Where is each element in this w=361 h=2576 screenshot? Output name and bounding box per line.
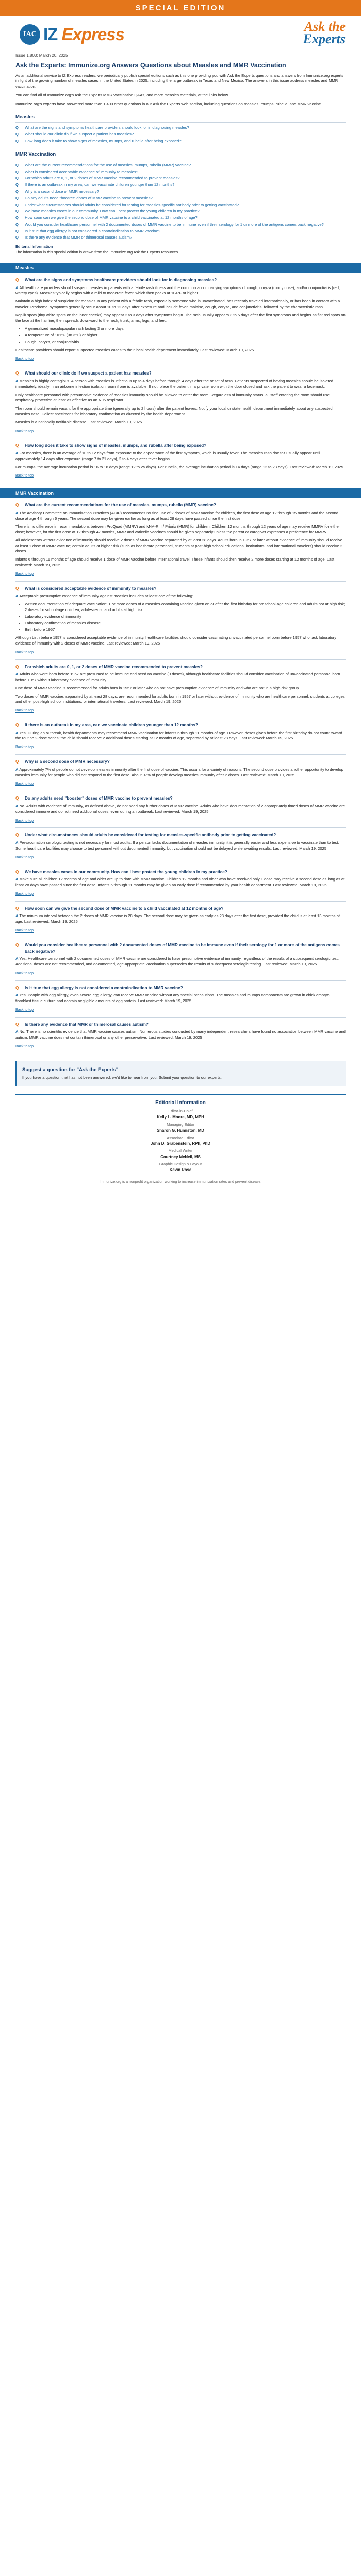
qa-answer	[15, 877, 346, 897]
answer-list-item: • Laboratory evidence of immunity	[25, 614, 346, 620]
editor-name: Sharon G. Humiston, MD	[157, 1128, 204, 1133]
toc-item[interactable]	[15, 182, 346, 189]
q-marker: Q	[15, 443, 19, 448]
qa-question	[15, 795, 346, 802]
answer-list	[25, 602, 346, 633]
answer-text: Approximately 7% of people do not develop measles immunity after the first dose of vaccine. This occurs for a variety of reasons. The second dose provides another opportunity to develop measles immunity for people who did not respond to the first dose. About 97% of people develop measles immunity after 2 doses. Last reviewed: March 19, 2025	[15, 767, 343, 777]
editor-role: Medical Writer	[168, 1148, 193, 1154]
answer-paragraph	[15, 285, 346, 297]
back-to-top-link[interactable]: Back to top	[15, 650, 34, 654]
question-text: Why is a second dose of MMR necessary?	[25, 759, 110, 765]
intro-paragraph: As an additional service to IZ Express readers, we periodically publish special editions such as this one providing you with Ask the Experts questions and answers from Immunize.org experts in light of the growing number of measles cases in the United States in 2025, including the large outbreak in Texas and New Mexico. The answers in this issue address measles and MMR vaccination.	[15, 73, 344, 89]
back-to-top-link[interactable]: Back to top	[15, 819, 34, 823]
toc-q-marker: Q	[15, 215, 19, 221]
qa-question	[15, 1022, 346, 1028]
toc-item-link[interactable]: What are the current recommendations for the use of measles, mumps, rubella (MMR) vaccine?	[25, 162, 191, 167]
footer-bottom-text: Immunize.org is a nonprofit organization working to increase immunization rates and prevent disease.	[99, 1180, 262, 1184]
answer-text: For measles, there is an average of 10 to 12 days from exposure to the appearance of the first symptom, which is usually fever. The measles rash doesn't usually appear until approximately 14 days after exposure (range 7 to 21 days), 2 to 4 days after fever begins.	[15, 451, 320, 461]
toc-item-link[interactable]: Under what circumstances should adults be considered for testing for measles-specific antibody prior to getting vaccinated?	[25, 202, 239, 207]
back-to-top-link[interactable]: Back to top	[15, 855, 34, 859]
a-marker: A	[15, 840, 20, 845]
toc-item[interactable]	[15, 208, 346, 215]
qa-answer	[15, 379, 346, 434]
toc-item-link[interactable]: What should our clinic do if we suspect a patient has measles?	[25, 131, 134, 137]
answer-paragraph	[15, 877, 346, 888]
toc-q-marker: Q	[15, 182, 19, 188]
back-to-top-link[interactable]: Back to top	[15, 572, 34, 576]
qa-question	[15, 443, 346, 449]
toc-q-marker: Q	[15, 125, 19, 130]
answer-list-item: • Birth before 1957	[25, 627, 346, 633]
q-marker: Q	[15, 503, 19, 508]
answer-text: No. There is no scientific evidence that MMR vaccine causes autism. Numerous studies conducted by many independent researchers have found no association between MMR vaccine and autism. MMR vaccine does not contain thimerosal or any other preservative. Last reviewed: March 19, 2025	[15, 1029, 346, 1040]
toc-q-marker: Q	[15, 202, 19, 207]
section-band-measles: Measles	[0, 263, 361, 273]
back-to-top-link[interactable]: Back to top	[15, 971, 34, 975]
question-text: How soon can we give the second dose of MMR vaccine to a child vaccinated at 12 months of age?	[25, 906, 224, 911]
qa-item	[0, 586, 361, 655]
qa-answer	[15, 767, 346, 787]
toc-item[interactable]	[15, 228, 346, 235]
answer-paragraph: Two doses of MMR vaccine, separated by at least 28 days, are recommended for adults born in 1957 or later without evidence of immunity who are healthcare personnel, students at colleges and other post-high school institutions, or international travelers. Last reviewed: March 19, 2025	[15, 693, 345, 704]
toc-q-marker: Q	[15, 195, 19, 200]
suggest-question-text: If you have a question that has not been answered, we'd like to hear from you. Submit your question to our experts.	[22, 1075, 222, 1080]
qa-question	[15, 759, 346, 765]
answer-paragraph: Measles is a nationally notifiable disease. Last reviewed: March 19, 2025	[15, 419, 142, 425]
editor-name: John D. Grabenstein, RPh, PhD	[150, 1141, 211, 1146]
qa-item	[0, 277, 361, 362]
logo-text-express: Express	[61, 25, 124, 44]
toc-item[interactable]	[15, 195, 346, 202]
qa-measles-group	[0, 277, 361, 483]
toc-item-link[interactable]: Is there any evidence that MMR or thimerosal causes autism?	[25, 235, 133, 240]
answer-list	[25, 326, 346, 345]
answer-text: Yes. People with egg allergy, even severe egg allergy, can receive MMR vaccine without any special precautions. The measles and mumps components are grown in chick embryo fibroblast tissue culture and contain negligible amounts of egg protein. Last reviewed: March 19, 2025	[15, 993, 330, 1004]
answer-paragraph	[15, 993, 346, 1004]
question-text: We have measles cases in our community. How can I best protect the young children in my practice?	[25, 869, 227, 874]
toc-measles-list	[15, 125, 346, 144]
qa-question	[15, 942, 346, 954]
toc-item[interactable]	[15, 125, 346, 131]
back-to-top-link[interactable]: Back to top	[15, 1008, 34, 1012]
toc-item-link[interactable]: How long does it take to show signs of measles, mumps, and rubella after being exposed?	[25, 138, 182, 143]
intro-paragraph: Immunize.org's experts have answered more than 1,400 other questions in our Ask the Experts web section, including questions on measles, mumps, rubella, and MMR vaccine.	[15, 101, 322, 106]
intro	[0, 70, 361, 107]
answer-list-item: • Written documentation of adequate vaccination: 1 or more doses of a measles-containing vaccine given on or after the first birthday for preschool-age children and adults not at high risk; 2 doses for school-age children, adolescents, and adults at high risk	[25, 602, 346, 613]
ask-the-experts-tagline	[303, 21, 346, 45]
a-marker: A	[15, 730, 20, 735]
answer-text: Measles is highly contagious. A person with measles is infectious up to 4 days before through 4 days after the onset of rash. Patients suspected of having measles should be isolated immediately, ideally in an airborne infection isolation room if one is available. If not, place the patient in a private room with the door closed and ask the patient to wear a facemask.	[15, 379, 334, 389]
editor-name: Kelly L. Moore, MD, MPH	[157, 1114, 204, 1120]
toc-item-link[interactable]: What is considered acceptable evidence of immunity to measles?	[25, 169, 138, 174]
qa-question	[15, 664, 346, 670]
toc-measles-title: Measles	[15, 112, 346, 123]
back-to-top-link[interactable]: Back to top	[15, 745, 34, 750]
toc-item-link[interactable]: Do any adults need "booster" doses of MMR vaccine to prevent measles?	[25, 195, 153, 200]
qa-answer	[15, 956, 346, 976]
a-marker: A	[15, 767, 20, 772]
back-to-top-link[interactable]: Back to top	[15, 357, 34, 361]
tagline-line2: Experts	[303, 31, 346, 46]
editorial-information	[15, 1094, 346, 1173]
qa-question	[15, 586, 346, 592]
question-text: If there is an outbreak in my area, can we vaccinate children younger than 12 months?	[25, 723, 198, 728]
toc-item[interactable]	[15, 138, 346, 145]
answer-paragraph	[15, 511, 346, 522]
a-marker: A	[15, 379, 20, 384]
iz-express-logo[interactable]	[20, 23, 124, 47]
answer-list-item: • A temperature of 101°F (38.3°C) or higher	[25, 333, 346, 338]
answer-paragraph	[15, 956, 346, 968]
qa-answer	[15, 731, 346, 751]
answer-text: Make sure all children 12 months of age and older are up to date with MMR vaccine. Children 12 months and older who have received only 1 dose may receive a second dose as long as at least 28 days have passed since the first dose. Infants 6 through 11 months may be given an early dose if recommended by your health department. Last reviewed: March 19, 2025	[15, 877, 345, 888]
answer-text: The Advisory Committee on Immunization Practices (ACIP) recommends routine use of 2 doses of MMR vaccine for children, the first dose at age 12 through 15 months and the second dose at age 4 through 6 years. The second dose may be given earlier as long as at least 28 days have passed since the first dose.	[15, 510, 339, 521]
answer-paragraph: The room should remain vacant for the appropriate time (generally up to 2 hours) after the patient leaves. Notify your local or state health department immediately about any suspected measles case. Collect specimens for laboratory confirmation as directed by the health department.	[15, 406, 333, 416]
qa-item	[0, 664, 361, 714]
q-marker: Q	[15, 942, 19, 947]
toc-item-link[interactable]: We have measles cases in our community. How can I best protect the young children in my practice?	[25, 209, 200, 214]
answer-list-item: • A generalized maculopapular rash lasting 3 or more days	[25, 326, 346, 332]
toc-item-link[interactable]: What are the signs and symptoms healthcare providers should look for in diagnosing measles?	[25, 125, 189, 130]
answer-text: Yes. Healthcare personnel with 2 documented doses of MMR vaccine are considered to have presumptive evidence of immunity, regardless of the results of a subsequent serologic test. Additional doses are not recommended, and documented, age-appropriate vaccination supersedes the results of subsequent serologic testing. Last reviewed: March 19, 2025	[15, 956, 339, 967]
toc-q-marker: Q	[15, 222, 19, 227]
editor-role: Associate Editor	[167, 1135, 194, 1140]
qa-question	[15, 370, 346, 377]
question-text: Is it true that egg allergy is not considered a contraindication to MMR vaccine?	[25, 985, 183, 990]
newsletter-page	[0, 0, 361, 1195]
answer-paragraph: There is no difference in recommendations between ProQuad (MMRV) and M-M-R II / Priorix (MMR) for children. Children 12 months through 12 years of age may receive MMRV for either dose; however, for the first dose at 12 through 47 months, MMR and varicella vaccines should be given separately unless the parent or caregiver expresses a preference for MMRV.	[15, 524, 340, 535]
editorial-info-heading: Editorial Information	[155, 1100, 206, 1106]
editor-role: Editor-in-Chief	[168, 1109, 193, 1114]
a-marker: A	[15, 956, 20, 961]
toc-item[interactable]	[15, 234, 346, 241]
a-marker: A	[15, 285, 20, 290]
toc-q-marker: Q	[15, 209, 19, 214]
toc-item-link[interactable]: Is it true that egg allergy is not considered a contraindication to MMR vaccine?	[25, 228, 160, 233]
editorial-text: The information in this special edition is drawn from the Immunize.org Ask the Experts resources.	[15, 249, 179, 255]
qa-item	[0, 795, 361, 823]
q-marker: Q	[15, 869, 19, 874]
a-marker: A	[15, 803, 20, 808]
answer-tail: Although birth before 1957 is considered acceptable evidence of immunity, healthcare facilities should consider vaccinating unvaccinated personnel born before 1957 who lack laboratory evidence of immunity with 2 doses of MMR vaccine. Last reviewed: March 19, 2025	[15, 635, 337, 646]
question-text: How long does it take to show signs of measles, mumps, and rubella after being exposed?	[25, 443, 207, 448]
suggest-question-title[interactable]: Suggest a question for "Ask the Experts"	[22, 1066, 119, 1073]
answer-paragraph	[15, 379, 346, 390]
q-marker: Q	[15, 586, 19, 591]
editor-name: Kevin Rose	[169, 1167, 192, 1173]
answer-paragraph	[15, 672, 346, 683]
table-of-contents	[0, 112, 361, 242]
a-marker: A	[15, 594, 20, 599]
qa-divider	[15, 754, 346, 755]
masthead	[0, 16, 361, 50]
editorial-note	[0, 241, 361, 258]
back-to-top-link[interactable]: Back to top	[15, 892, 34, 896]
qa-answer	[15, 451, 346, 479]
qa-mmr-group	[0, 502, 361, 1054]
question-text: Do any adults need "booster" doses of MMR vaccine to prevent measles?	[25, 796, 173, 801]
toc-item[interactable]	[15, 202, 346, 209]
qa-question	[15, 277, 346, 283]
answer-text: Adults who were born before 1957 are presumed to be immune and need no vaccine (0 doses), although healthcare facilities should consider vaccination of unvaccinated personnel born before 1957 without laboratory evidence of immunity.	[15, 672, 340, 682]
qa-answer	[15, 993, 346, 1013]
toc-item[interactable]	[15, 215, 346, 222]
toc-q-marker: Q	[15, 131, 19, 137]
q-marker: Q	[15, 723, 19, 728]
a-marker: A	[15, 672, 20, 677]
answer-paragraph: Only healthcare personnel with presumptive evidence of measles immunity should be allowed to enter the room. Regardless of immunity status, all staff entering the room should use respiratory protection at least as effective as an N95 respirator.	[15, 392, 330, 403]
qa-answer	[15, 913, 346, 934]
toc-q-marker: Q	[15, 176, 19, 181]
answer-text: The minimum interval between the 2 doses of MMR vaccine is 28 days. The second dose may be given as early as 28 days after the first dose, provided the child is at least 13 months of age. Last reviewed: March 19, 2025	[15, 913, 340, 924]
editor-role: Graphic Design & Layout	[159, 1161, 202, 1166]
back-to-top-link[interactable]: Back to top	[15, 1045, 34, 1049]
answer-text: All healthcare providers should suspect measles in patients with a febrile rash illness and the common accompanying symptoms of cough, coryza (runny nose), and/or conjunctivitis (red, watery eyes). Measles typically begins with a mild to moderate fever, which then peaks at 104°F or higher.	[15, 285, 340, 296]
q-marker: Q	[15, 985, 19, 990]
answer-paragraph: Koplik spots (tiny white spots on the inner cheeks) may appear 2 to 3 days after symptoms begin. The rash usually appears 3 to 5 days after the first symptoms and begins as flat red spots on the face at the hairline, then spreads downward to the neck, trunk, arms, legs, and feet.	[15, 312, 346, 323]
qa-item	[0, 370, 361, 434]
back-to-top-link[interactable]: Back to top	[15, 928, 34, 933]
qa-item	[0, 722, 361, 750]
q-marker: Q	[15, 278, 19, 282]
qa-answer	[15, 672, 346, 714]
answer-paragraph: Infants 6 through 11 months of age should receive 1 dose of MMR vaccine before international travel. These infants should then receive 2 more doses starting at 12 months of age. Last reviewed: March 19, 2025	[15, 557, 335, 568]
toc-mmr-title: MMR Vaccination	[15, 149, 346, 160]
a-marker: A	[15, 1029, 20, 1035]
answer-list-item: • Cough, coryza, or conjunctivitis	[25, 340, 346, 345]
answer-paragraph	[15, 840, 346, 852]
qa-item	[0, 985, 361, 1013]
qa-question	[15, 869, 346, 875]
qa-question	[15, 722, 346, 728]
question-text: What are the signs and symptoms healthcare providers should look for in diagnosing measles?	[25, 278, 217, 282]
answer-paragraph	[15, 1029, 346, 1041]
question-text: Is there any evidence that MMR or thimerosal causes autism?	[25, 1022, 149, 1027]
a-marker: A	[15, 451, 20, 456]
qa-answer	[15, 1029, 346, 1049]
answer-paragraph	[15, 594, 346, 599]
qa-question	[15, 906, 346, 912]
special-edition-banner: SPECIAL EDITION	[0, 0, 361, 16]
qa-item	[0, 1022, 361, 1049]
a-marker: A	[15, 510, 20, 515]
answer-paragraph	[15, 767, 346, 778]
toc-item-link[interactable]: If there is an outbreak in my area, can we vaccinate children younger than 12 months?	[25, 182, 175, 188]
editorial-people	[15, 1109, 346, 1173]
suggest-question-box	[15, 1061, 346, 1086]
toc-q-marker: Q	[15, 235, 19, 240]
answer-paragraph	[15, 804, 346, 815]
toc-item[interactable]	[15, 175, 346, 182]
page-title: Ask the Experts: Immunize.org Answers Questions about Measles and MMR Vaccination	[15, 62, 286, 70]
qa-answer	[15, 511, 346, 577]
a-marker: A	[15, 993, 20, 998]
toc-q-marker: Q	[15, 189, 19, 194]
toc-item[interactable]	[15, 189, 346, 195]
qa-item	[0, 942, 361, 976]
qa-divider	[15, 1017, 346, 1018]
answer-text: No. Adults with evidence of immunity, as defined above, do not need any further doses of MMR vaccine. Adults who have documentation of 2 appropriately timed doses of MMR vaccine are considered immune and do not need additional doses, even during an outbreak. Last reviewed: March 19, 2025	[15, 803, 346, 814]
qa-question	[15, 985, 346, 991]
tagline-line1: Ask the	[304, 19, 346, 34]
qa-answer	[15, 594, 346, 655]
answer-text: Yes. During an outbreak, health departments may recommend MMR vaccination for infants 6 through 11 months of age. However, doses given before the first birthday do not count toward the routine 2-dose series; the child should receive 2 additional doses starting at 12 months of age, separated by at least 28 days. Last reviewed: March 19, 2025	[15, 730, 342, 741]
qa-divider	[15, 581, 346, 582]
logo-mark-icon: IAC	[20, 24, 40, 45]
qa-question	[15, 502, 346, 509]
qa-item	[0, 502, 361, 577]
toc-mmr-list	[15, 162, 346, 241]
answer-paragraph: For mumps, the average incubation period is 16 to 18 days (range 12 to 25 days). For rubella, the average incubation period is 14 days (range 12 to 23 days). Last reviewed: March 19, 2025	[15, 464, 343, 469]
qa-item	[0, 759, 361, 787]
toc-item-link[interactable]: Why is a second dose of MMR necessary?	[25, 189, 99, 194]
toc-q-marker: Q	[15, 169, 19, 174]
logo-wordmark	[43, 23, 124, 47]
qa-item	[0, 906, 361, 934]
section-band-mmr: MMR Vaccination	[0, 488, 361, 498]
answer-paragraph: One dose of MMR vaccine is recommended for adults born in 1957 or later who do not have presumptive evidence of immunity and who are not in a high-risk group.	[15, 685, 300, 690]
answer-text: Prevaccination serologic testing is not necessary for most adults. If a person lacks documentation of measles immunity, it is generally easier and less expensive to vaccinate than to test. Some healthcare facilities may choose to test personnel without documented immunity, but vaccination should not be delayed while awaiting results. Last reviewed: March 19, 2025	[15, 840, 339, 851]
qa-divider	[15, 827, 346, 828]
q-marker: Q	[15, 796, 19, 801]
answer-paragraph: All adolescents without evidence of immunity should receive 2 doses of MMR vaccine separated by at least 28 days. Adults born in 1957 or later without evidence of immunity should receive at least 1 dose of MMR vaccine; certain adults at higher risk (such as healthcare personnel, students at post-high school educational institutions, and international travelers) should receive 2 doses.	[15, 537, 343, 554]
toc-item-link[interactable]: For which adults are 0, 1, or 2 doses of MMR vaccine recommended to prevent measles?	[25, 176, 180, 181]
q-marker: Q	[15, 371, 19, 376]
q-marker: Q	[15, 1022, 19, 1027]
answer-paragraph	[15, 451, 346, 462]
q-marker: Q	[15, 833, 19, 838]
qa-item	[0, 869, 361, 897]
question-text: What should our clinic do if we suspect a patient has measles?	[25, 371, 152, 376]
qa-answer	[15, 285, 346, 362]
toc-item[interactable]	[15, 162, 346, 169]
answer-text: Acceptable presumptive evidence of immunity against measles includes at least one of the following:	[19, 594, 193, 599]
question-text: Under what circumstances should adults be considered for testing for measles-specific antibody prior to getting vaccinated?	[25, 833, 276, 838]
q-marker: Q	[15, 906, 19, 911]
question-text: What are the current recommendations for the use of measles, mumps, rubella (MMR) vaccine?	[25, 503, 216, 508]
qa-divider	[15, 980, 346, 981]
q-marker: Q	[15, 759, 19, 765]
answer-paragraph: Maintain a high index of suspicion for measles in any patient with a febrile rash, especially someone who is unvaccinated, has recently traveled internationally, or has been in contact with a traveler. Prodromal symptoms generally occur about 10 to 12 days after exposure and include fever, malaise, cough, coryza, and conjunctivitis, followed by the characteristic rash.	[15, 299, 340, 309]
answer-paragraph	[15, 913, 346, 925]
logo-text-iz: IZ	[43, 25, 58, 44]
qa-item	[0, 832, 361, 860]
toc-q-marker: Q	[15, 162, 19, 167]
intro-paragraph: You can find all of Immunize.org's Ask the Experts MMR vaccination Q&As, and more measles materials, at the links below.	[15, 92, 229, 97]
issue-meta: Issue 1,803: March 20, 2025	[15, 53, 68, 58]
qa-item	[0, 443, 361, 479]
back-to-top-link[interactable]: Back to top	[15, 429, 34, 433]
toc-q-marker: Q	[15, 228, 19, 233]
question-text: What is considered acceptable evidence of immunity to measles?	[25, 586, 157, 591]
answer-paragraph	[15, 731, 346, 742]
toc-item-link[interactable]: Would you consider healthcare personnel with 2 documented doses of MMR vaccine to be immune even if their serology for 1 or more of the antigens comes back negative?	[25, 222, 324, 227]
toc-item[interactable]	[15, 131, 346, 138]
qa-answer	[15, 840, 346, 860]
editorial-label[interactable]: Editorial Information	[15, 244, 53, 249]
a-marker: A	[15, 913, 20, 919]
toc-q-marker: Q	[15, 138, 19, 143]
q-marker: Q	[15, 664, 19, 669]
qa-question	[15, 832, 346, 838]
qa-divider	[15, 659, 346, 660]
answer-list-item: • Laboratory confirmation of measles disease	[25, 621, 346, 626]
qa-answer	[15, 804, 346, 824]
answer-tail: Healthcare providers should report suspected measles cases to their local health department immediately. Last reviewed: March 19, 2025	[15, 347, 254, 352]
question-text: Would you consider healthcare personnel with 2 documented doses of MMR vaccine to be immune even if their serology for 1 or more of the antigens comes back negative?	[25, 942, 340, 954]
editor-role: Managing Editor	[167, 1122, 194, 1127]
toc-item[interactable]	[15, 222, 346, 228]
back-to-top-link[interactable]: Back to top	[15, 782, 34, 786]
back-to-top-link[interactable]: Back to top	[15, 474, 34, 478]
qa-divider	[15, 901, 346, 902]
editor-name: Courtney McNeil, MS	[160, 1154, 201, 1159]
a-marker: A	[15, 877, 20, 882]
question-text: For which adults are 0, 1, or 2 doses of MMR vaccine recommended to prevent measles?	[25, 664, 203, 669]
toc-item[interactable]	[15, 169, 346, 176]
back-to-top-link[interactable]: Back to top	[15, 709, 34, 713]
toc-item-link[interactable]: How soon can we give the second dose of MMR vaccine to a child vaccinated at 12 months of age?	[25, 215, 198, 221]
